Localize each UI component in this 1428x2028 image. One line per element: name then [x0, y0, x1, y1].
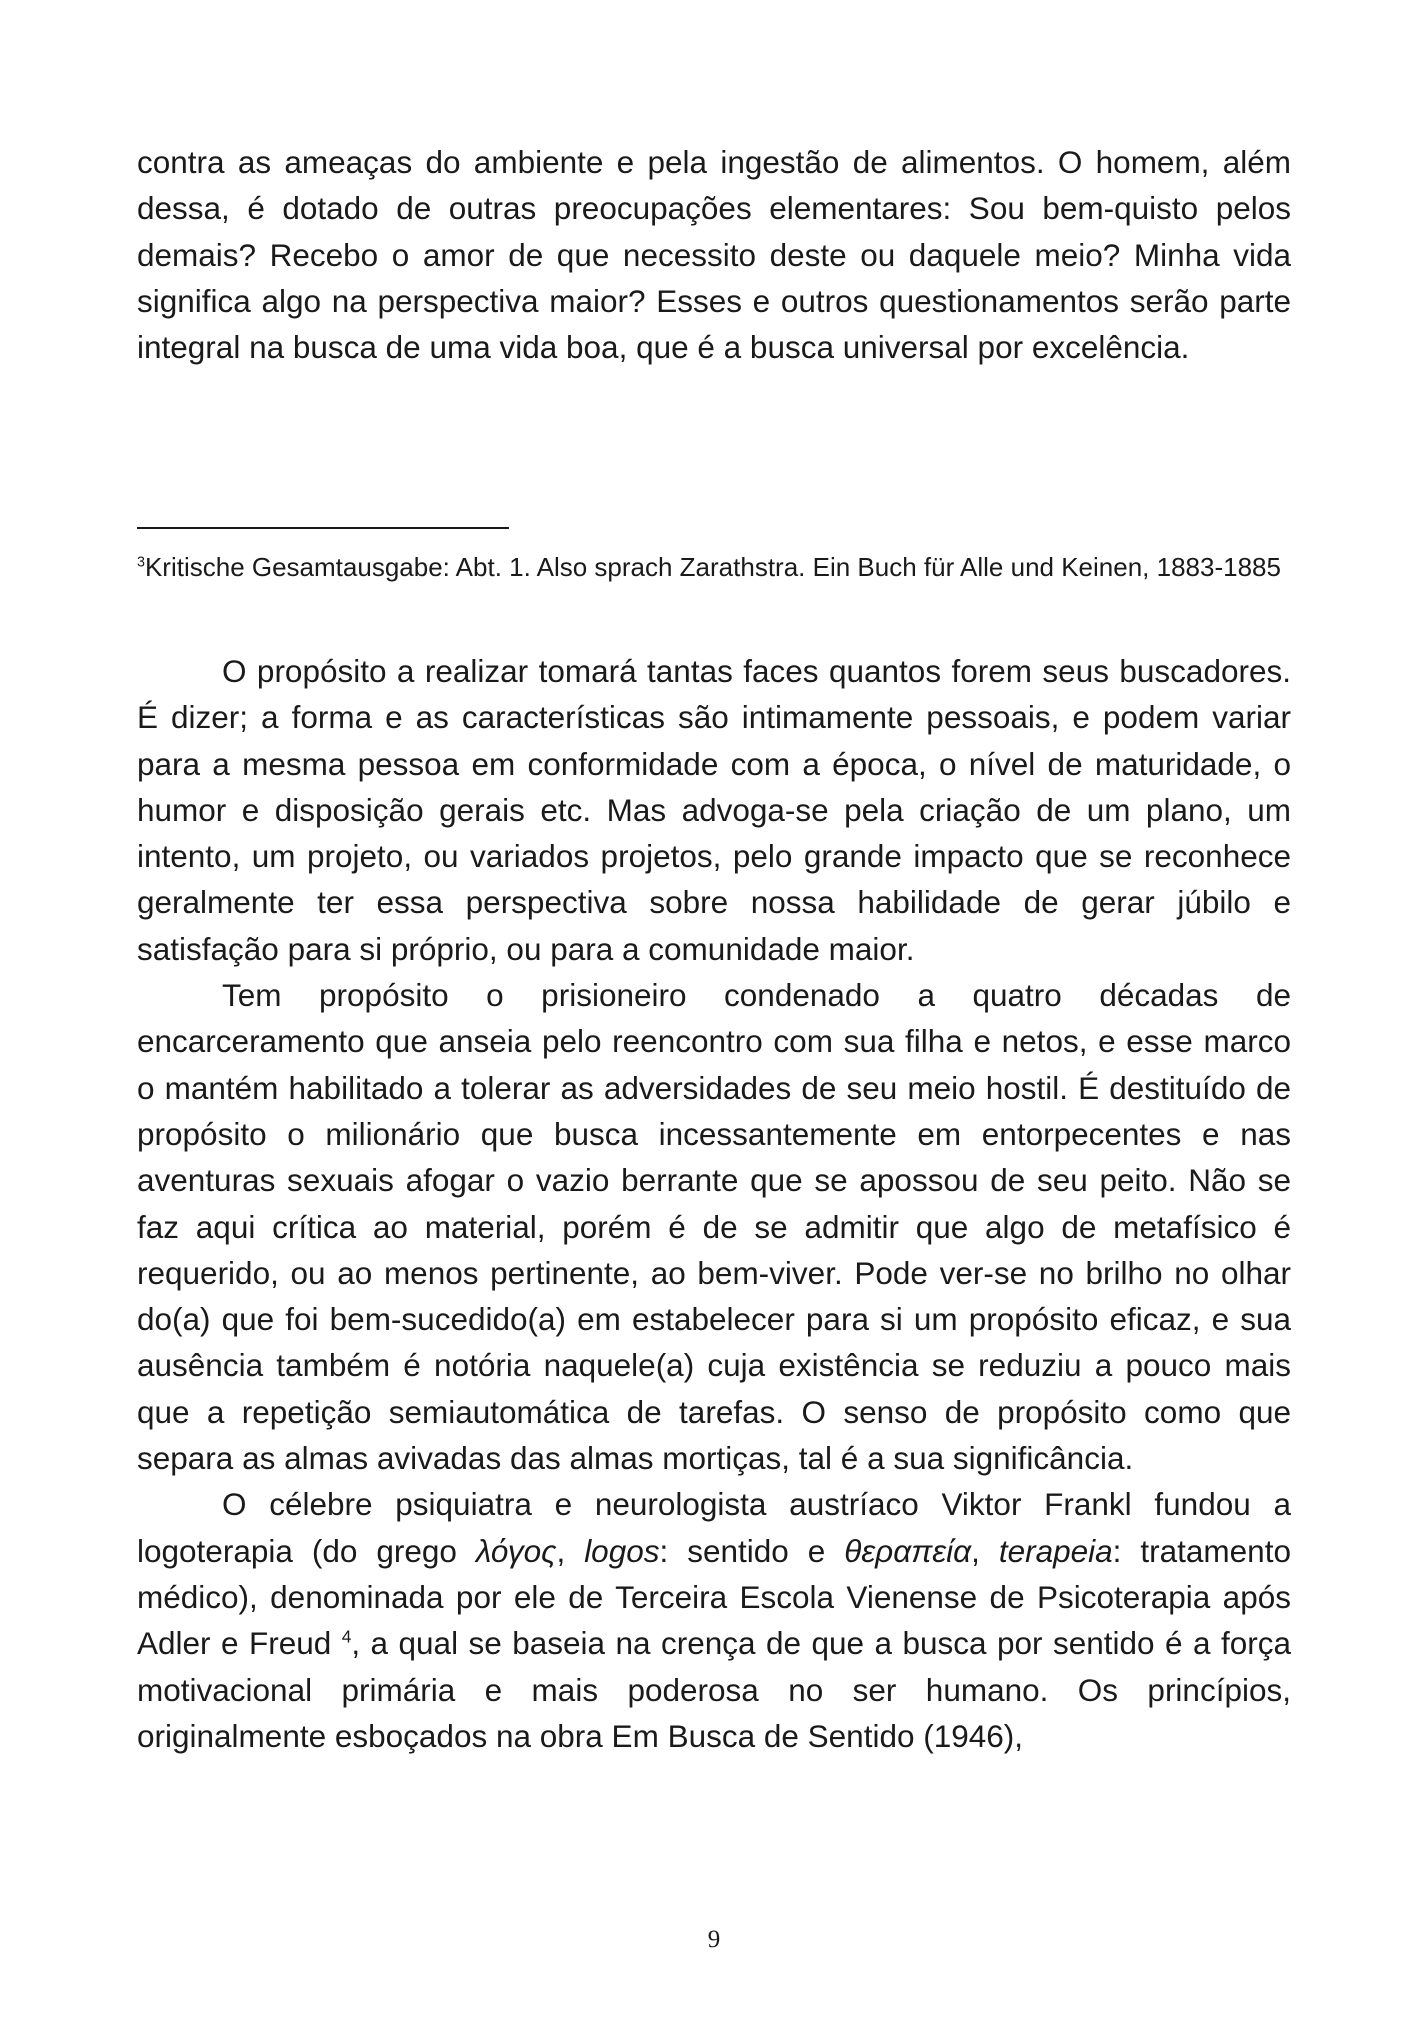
translit-terapeia: terapeia	[998, 1532, 1113, 1569]
footnote-ref-4: 4	[341, 1626, 352, 1647]
translit-logos: logos	[584, 1532, 660, 1569]
frankl-sep-1: ,	[556, 1532, 585, 1569]
greek-therapeia: θεραπεία	[844, 1532, 972, 1569]
frankl-text-4: , a qual se baseia na crença de que a busca por sentido é a força motivacional primária e mais poderosa no ser humano. Os princípios, originalmente esboçados na obra Em Busca de Sentido (1946),	[137, 1625, 1291, 1754]
frankl-text-1: O célebre psiquiatra e neurologista austríaco Viktor Frankl fundou a logoterapia (do grego	[137, 1486, 1291, 1569]
top-paragraph: contra as ameaças do ambiente e pela ingestão de alimentos. O homem, além dessa, é dotado de outras preocupações elementares: Sou bem-quisto pelos demais? Recebo o amor de que necessito deste ou daquele meio? Minha vida significa algo na perspectiva maior? Esses e outros questionamentos serão parte integral na busca de uma vida boa, que é a busca universal por excelência.	[137, 144, 1291, 366]
footnote-3	[137, 552, 1291, 582]
footnote-separator	[137, 527, 509, 529]
footnote-number: 3	[137, 554, 145, 571]
frankl-sep-2: ,	[971, 1532, 999, 1569]
page-number: 9	[707, 1926, 721, 1953]
paragraph-prisioneiro: Tem propósito o prisioneiro condenado a quatro décadas de encarceramento que anseia pelo reencontro com sua filha e netos, e esse marco o mantém habilitado a tolerar as adversidades de seu meio hostil. É destituído de propósito o milionário que busca incessantemente em entorpecentes e nas aventuras sexuais afogar o vazio berrante que se apossou de seu peito. Não se faz aqui crítica ao material, porém é de se admitir que algo de metafísico é requerido, ou ao menos pertinente, ao bem-viver. Pode ver-se no brilho no olhar do(a) que foi bem-sucedido(a) em estabelecer para si um propósito eficaz, e sua ausência também é notória naquele(a) cuja existência se reduziu a pouco mais que a repetição semiautomática de tarefas. O senso de propósito como que separa as almas avivadas das almas mortiças, tal é a sua significância.	[137, 977, 1291, 1477]
top-paragraph-block	[137, 139, 1291, 370]
footnote-text: Kritische Gesamtausgabe: Abt. 1. Also sprach Zarathstra. Ein Buch für Alle und Keinen, 1883-1885	[144, 552, 1281, 582]
greek-logos: λόγος	[475, 1532, 557, 1569]
frankl-text-3: : tratamento médico), denominada por ele de Terceira Escola Vienense de Psicoterapia após Adler e Freud	[137, 1532, 1291, 1662]
paragraph-proposito: O propósito a realizar tomará tantas faces quantos forem seus buscadores. É dizer; a forma e as características são intimamente pessoais, e podem variar para a mesma pessoa em conformidade com a época, o nível de maturidade, o humor e disposição gerais etc. Mas advoga-se pela criação de um plano, um intento, um projeto, ou variados projetos, pelo grande impacto que se reconhece geralmente ter essa perspectiva sobre nossa habilidade de gerar júbilo e satisfação para si próprio, ou para a comunidade maior.	[137, 653, 1291, 967]
paragraph-frankl	[137, 1481, 1291, 1759]
frankl-text-2: : sentido e	[659, 1532, 845, 1569]
main-text-block	[137, 648, 1291, 1759]
